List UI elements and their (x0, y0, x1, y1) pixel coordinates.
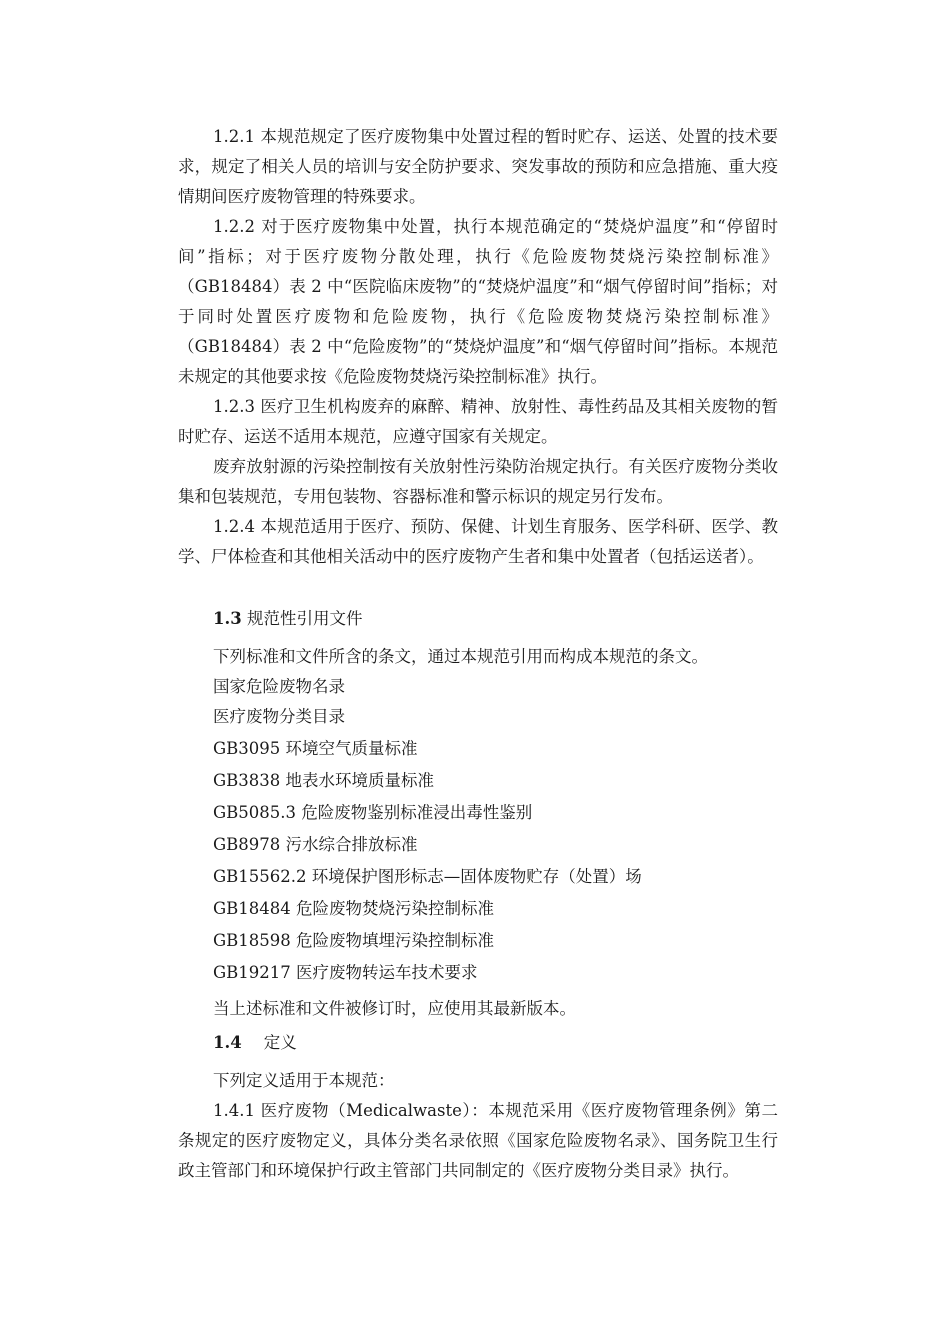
paragraph-1-2-2: 1.2.2 对于医疗废物集中处置，执行本规范确定的“焚烧炉温度”和“停留时间”指标；对于医疗废物分散处理，执行《危险废物焚烧污染控制标准》（GB18484）表 2 中“医院临床废物”的“焚烧炉温度”和“烟气停留时间”指标；对于同时处置医疗废物和危险废物，执行《危险废物焚烧污染控制标准》（GB18484）表 2 中“危险废物”的“焚烧炉温度”和“烟气停留时间”指标。本规范未规定的其他要求按《危险废物焚烧污染控制标准》执行。 (178, 217, 778, 386)
definitions-intro: 下列定义适用于本规范： (213, 1071, 395, 1090)
section-number: 1.3 (213, 609, 242, 628)
paragraph-1-2-4: 1.2.4 本规范适用于医疗、预防、保健、计划生育服务、医学科研、医学、教学、尸体检查和其他相关活动中的医疗废物产生者和集中处置者（包括运送者）。 (178, 517, 778, 566)
paragraph-1-4-1: 1.4.1 医疗废物（Medicalwaste）：本规范采用《医疗废物管理条例》第二条规定的医疗废物定义，具体分类名录依照《国家危险废物名录》、国务院卫生行政主管部门和环境保护行政主管部门共同制定的《医疗废物分类目录》执行。 (178, 1101, 778, 1180)
section-title: 定义 (263, 1033, 297, 1052)
reference-item: GB5085.3 危险废物鉴别标准浸出毒性鉴别 (213, 803, 533, 822)
reference-item: 国家危险废物名录 (213, 677, 345, 696)
section-heading-1-4 (213, 1028, 783, 1058)
reference-item: 医疗废物分类目录 (213, 707, 345, 726)
section-number: 1.4 (213, 1033, 242, 1052)
paragraph-1-2-1: 1.2.1 本规范规定了医疗废物集中处置过程的暂时贮存、运送、处置的技术要求，规定了相关人员的培训与安全防护要求、突发事故的预防和应急措施、重大疫情期间医疗废物管理的特殊要求。 (178, 127, 778, 206)
section-heading-1-3 (213, 604, 783, 634)
references-outro: 当上述标准和文件被修订时，应使用其最新版本。 (213, 999, 576, 1018)
section-title: 规范性引用文件 (246, 609, 363, 628)
reference-item: GB8978 污水综合排放标准 (213, 835, 418, 854)
reference-item: GB19217 医疗废物转运车技术要求 (213, 963, 478, 982)
references-intro: 下列标准和文件所含的条文，通过本规范引用而构成本规范的条文。 (213, 647, 708, 666)
reference-item: GB3838 地表水环境质量标准 (213, 771, 435, 790)
paragraph-1-2-3: 1.2.3 医疗卫生机构废弃的麻醉、精神、放射性、毒性药品及其相关废物的暂时贮存、运送不适用本规范，应遵守国家有关规定。 (178, 397, 778, 446)
reference-item: GB18598 危险废物填埋污染控制标准 (213, 931, 495, 950)
paragraph-radioactive-sources: 废弃放射源的污染控制按有关放射性污染防治规定执行。有关医疗废物分类收集和包装规范，专用包装物、容器标准和警示标识的规定另行发布。 (178, 457, 778, 506)
reference-item: GB3095 环境空气质量标准 (213, 739, 418, 758)
reference-item: GB18484 危险废物焚烧污染控制标准 (213, 899, 495, 918)
reference-item: GB15562.2 环境保护图形标志—固体废物贮存（处置）场 (213, 867, 642, 886)
